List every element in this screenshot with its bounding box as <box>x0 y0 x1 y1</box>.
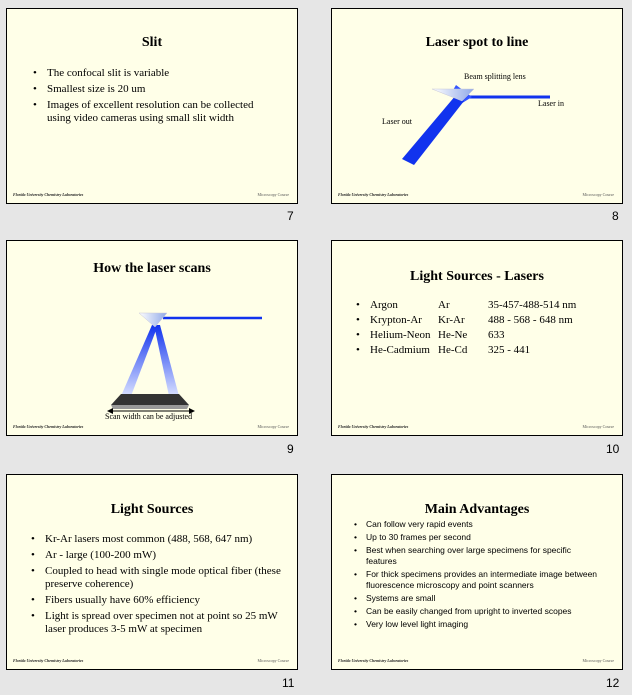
slide-number: 8 <box>612 209 619 223</box>
footer-left: Florida University Chemistry Laboratories <box>338 424 409 429</box>
slide-12[interactable] <box>331 474 623 670</box>
slide-9[interactable] <box>6 240 298 436</box>
label-beam-splitting-lens: Beam splitting lens <box>464 72 526 81</box>
footer-left: Florida University Chemistry Laboratories <box>13 424 84 429</box>
slide-number: 9 <box>287 442 294 456</box>
slide-7[interactable] <box>6 8 298 204</box>
laser-symbol: He-Ne <box>438 329 468 341</box>
laser-scan-diagram <box>7 241 299 437</box>
slide-title: How the laser scans <box>93 261 211 276</box>
list-item: • Can follow very rapid events <box>354 519 604 530</box>
laser-symbol: Ar <box>438 299 450 311</box>
list-item: • Best when searching over large specimens for specific features <box>354 545 604 567</box>
list-item: • For thick specimens provides an intermediate image between fluorescence microscopy and point scanners <box>354 569 604 591</box>
footer-right: Microscopy Course <box>257 192 289 197</box>
table-row: • He-Cadmium He-Cd 325 - 441 <box>356 344 576 359</box>
bullet-list <box>33 67 273 128</box>
list-item: • Ar - large (100-200 mW) <box>31 549 281 562</box>
table-row: • Krypton-Ar Kr-Ar 488 - 568 - 648 nm <box>356 314 576 329</box>
slide-title: Laser spot to line <box>425 35 529 50</box>
list-item: • Systems are small <box>354 593 604 604</box>
footer-right: Microscopy Course <box>257 424 289 429</box>
label-laser-in: Laser in <box>538 99 564 108</box>
laser-spot-to-line-diagram <box>332 9 624 205</box>
slide-10[interactable] <box>331 240 623 436</box>
laser-wavelengths: 488 - 568 - 648 nm <box>488 314 573 326</box>
footer-right: Microscopy Course <box>257 658 289 663</box>
table-row: • Argon Ar 35-457-488-514 nm <box>356 299 576 314</box>
slide-number: 10 <box>606 442 620 456</box>
slide-8[interactable] <box>331 8 623 204</box>
label-laser-out: Laser out <box>382 117 412 126</box>
slide-number: 11 <box>282 676 295 690</box>
footer-right: Microscopy Course <box>582 658 614 663</box>
footer-right: Microscopy Course <box>582 424 614 429</box>
laser-wavelengths: 325 - 441 <box>488 344 531 356</box>
slide-title: Slit <box>141 35 163 50</box>
table-row: • Helium-Neon He-Ne 633 <box>356 329 576 344</box>
list-item: • Fibers usually have 60% efficiency <box>31 594 281 607</box>
list-item: • Can be easily changed from upright to inverted scopes <box>354 606 604 617</box>
slide-title: Light Sources <box>110 502 194 517</box>
laser-symbol: Kr-Ar <box>438 314 465 326</box>
list-item: • Smallest size is 20 um <box>33 83 273 96</box>
list-item: • Light is spread over specimen not at point so 25 mW laser produces 3-5 mW at specimen <box>31 610 281 636</box>
footer-left: Florida University Chemistry Laboratories <box>13 658 84 663</box>
bullet-list <box>31 533 281 639</box>
laser-wavelengths: 35-457-488-514 nm <box>488 299 577 311</box>
laser-name: He-Cadmium <box>370 344 430 356</box>
laser-name: Helium-Neon <box>370 329 431 341</box>
list-item: • Up to 30 frames per second <box>354 532 604 543</box>
list-item: • Images of excellent resolution can be collected using video cameras using small slit width <box>33 99 273 125</box>
list-item: • Very low level light imaging <box>354 619 604 630</box>
laser-name: Krypton-Ar <box>370 314 422 326</box>
slide-title: Light Sources - Lasers <box>410 269 544 284</box>
slide-title: Main Advantages <box>424 502 530 517</box>
slide-11[interactable] <box>6 474 298 670</box>
slide-number: 7 <box>287 209 294 223</box>
list-item: • The confocal slit is variable <box>33 67 273 80</box>
list-item: • Coupled to head with single mode optical fiber (these preserve coherence) <box>31 565 281 591</box>
footer-left: Florida University Chemistry Laboratories <box>338 192 409 197</box>
bullet-list <box>354 519 604 632</box>
laser-wavelengths: 633 <box>488 329 505 341</box>
list-item: • Kr-Ar lasers most common (488, 568, 647 nm) <box>31 533 281 546</box>
footer-left: Florida University Chemistry Laboratories <box>338 658 409 663</box>
footer-right: Microscopy Course <box>582 192 614 197</box>
laser-symbol: He-Cd <box>438 344 468 356</box>
slide-number: 12 <box>606 676 620 690</box>
laser-table <box>356 299 576 359</box>
footer-left: Florida University Chemistry Laboratories <box>13 192 84 197</box>
label-scan-width: Scan width can be adjusted <box>105 412 193 421</box>
laser-name: Argon <box>370 299 398 311</box>
